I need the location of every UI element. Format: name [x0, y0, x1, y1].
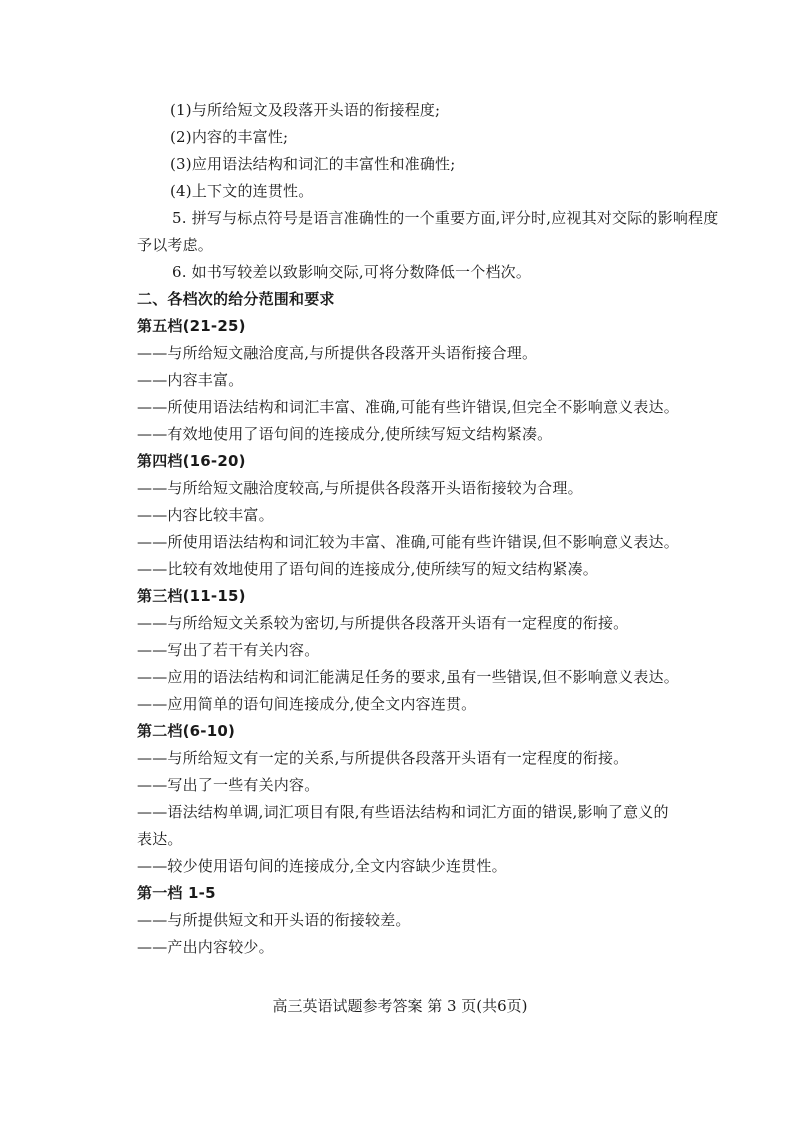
note-6: 6. 如书写较差以致影响交际,可将分数降低一个档次。: [172, 263, 532, 281]
band-item: ——写出了若干有关内容。: [137, 641, 320, 659]
band-title: 第五档(21-25): [137, 317, 246, 335]
band-item: ——与所给短文关系较为密切,与所提供各段落开头语有一定程度的衔接。: [137, 614, 629, 632]
page-footer: 高三英语试题参考答案 第 3 页(共6页): [272, 997, 528, 1015]
band-title: 第二档(6-10): [137, 722, 236, 740]
band-item: 表达。: [137, 830, 183, 848]
criteria-item: (4)上下文的连贯性。: [170, 182, 314, 200]
note-5-line-2: 予以考虑。: [137, 236, 214, 254]
band-title: 第三档(11-15): [137, 587, 246, 605]
band-item: ——与所给短文融洽度高,与所提供各段落开头语衔接合理。: [137, 344, 538, 362]
criteria-item: (2)内容的丰富性;: [170, 128, 289, 146]
criteria-item: (3)应用语法结构和词汇的丰富性和准确性;: [170, 155, 456, 173]
band-item: ——所使用语法结构和词汇丰富、准确,可能有些许错误,但完全不影响意义表达。: [137, 398, 679, 416]
band-title: 第一档 1-5: [137, 884, 216, 902]
band-item: ——内容比较丰富。: [137, 506, 274, 524]
band-item: ——应用的语法结构和词汇能满足任务的要求,虽有一些错误,但不影响意义表达。: [137, 668, 679, 686]
note-5-line-1: 5. 拼写与标点符号是语言准确性的一个重要方面,评分时,应视其对交际的影响程度: [172, 209, 719, 227]
band-item: ——所使用语法结构和词汇较为丰富、准确,可能有些许错误,但不影响意义表达。: [137, 533, 679, 551]
band-item: ——与所给短文融洽度较高,与所提供各段落开头语衔接较为合理。: [137, 479, 583, 497]
criteria-item: (1)与所给短文及段落开头语的衔接程度;: [170, 101, 441, 119]
band-item: ——与所提供短文和开头语的衔接较差。: [137, 911, 411, 929]
band-item: ——应用简单的语句间连接成分,使全文内容连贯。: [137, 695, 477, 713]
band-item: ——产出内容较少。: [137, 938, 274, 956]
band-item: ——有效地使用了语句间的连接成分,使所续写短文结构紧凑。: [137, 425, 553, 443]
band-title: 第四档(16-20): [137, 452, 246, 470]
band-item: ——较少使用语句间的连接成分,全文内容缺少连贯性。: [137, 857, 507, 875]
section-title: 二、各档次的给分范围和要求: [137, 290, 335, 308]
band-item: ——语法结构单调,词汇项目有限,有些语法结构和词汇方面的错误,影响了意义的: [137, 803, 669, 821]
band-item: ——内容丰富。: [137, 371, 244, 389]
band-item: ——比较有效地使用了语句间的连接成分,使所续写的短文结构紧凑。: [137, 560, 598, 578]
band-item: ——与所给短文有一定的关系,与所提供各段落开头语有一定程度的衔接。: [137, 749, 629, 767]
band-item: ——写出了一些有关内容。: [137, 776, 320, 794]
